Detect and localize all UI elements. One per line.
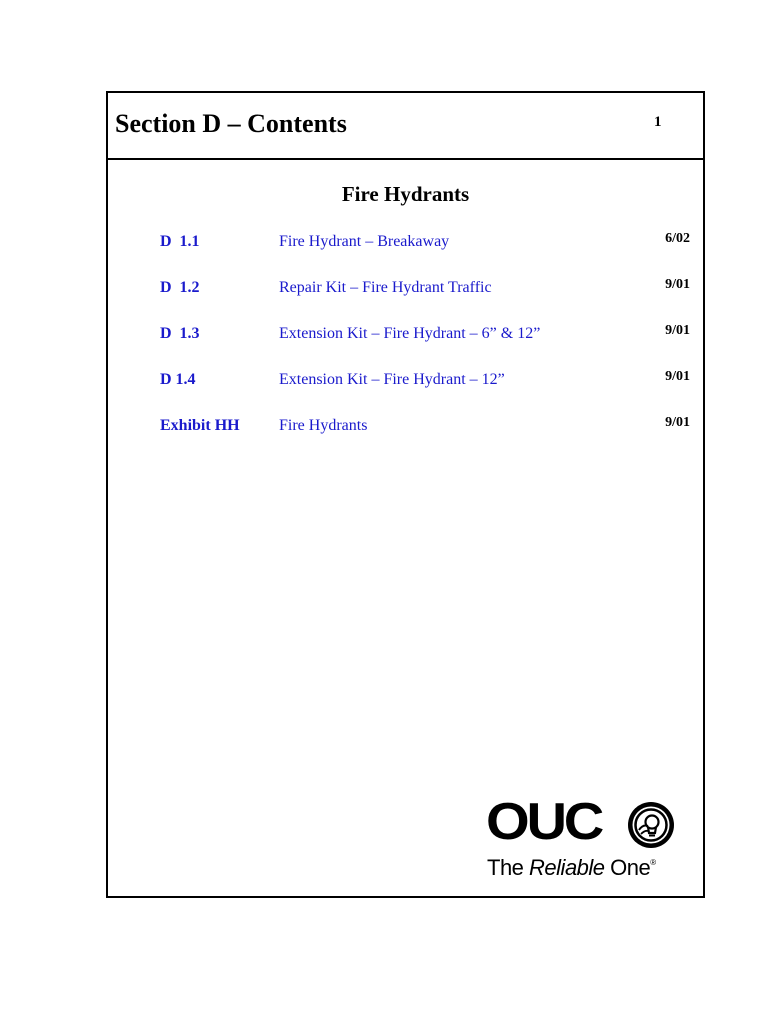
toc-entry[interactable] xyxy=(108,323,703,348)
toc-entry[interactable] xyxy=(108,369,703,394)
toc-entry[interactable] xyxy=(108,231,703,256)
toc-title[interactable]: Fire Hydrant – Breakaway xyxy=(279,233,450,250)
tagline-the: The xyxy=(487,855,524,880)
tagline-one: One xyxy=(610,855,651,880)
toc-code[interactable]: Exhibit HH xyxy=(160,417,240,434)
toc-title[interactable]: Extension Kit – Fire Hydrant – 12” xyxy=(279,371,505,388)
toc-date: 9/01 xyxy=(665,369,690,384)
document-frame xyxy=(106,91,705,898)
toc-date: 9/01 xyxy=(665,277,690,292)
page-title: Section D – Contents xyxy=(115,109,347,138)
tagline-reliable: Reliable xyxy=(529,855,605,880)
registered-mark: ® xyxy=(650,858,656,867)
page-number: 1 xyxy=(654,114,662,130)
toc-date: 9/01 xyxy=(665,323,690,338)
toc-title[interactable]: Extension Kit – Fire Hydrant – 6” & 12” xyxy=(279,325,541,342)
toc-title[interactable]: Repair Kit – Fire Hydrant Traffic xyxy=(279,279,492,296)
toc-date: 9/01 xyxy=(665,415,690,430)
toc-entry[interactable] xyxy=(108,415,703,440)
toc-title[interactable]: Fire Hydrants xyxy=(279,417,368,434)
toc-code[interactable]: D 1.2 xyxy=(160,279,200,296)
toc-date: 6/02 xyxy=(665,231,690,246)
logo-wordmark: OUC xyxy=(486,793,602,851)
ouc-logo xyxy=(486,793,686,886)
toc-code[interactable]: D 1.3 xyxy=(160,325,200,342)
page-header xyxy=(108,93,703,160)
toc-entry[interactable] xyxy=(108,277,703,302)
toc-code[interactable]: D 1.4 xyxy=(160,371,196,388)
toc-code[interactable]: D 1.1 xyxy=(160,233,200,250)
section-heading: Fire Hydrants xyxy=(341,182,470,206)
logo-tagline xyxy=(487,857,656,879)
lightbulb-seal-icon xyxy=(626,800,676,850)
